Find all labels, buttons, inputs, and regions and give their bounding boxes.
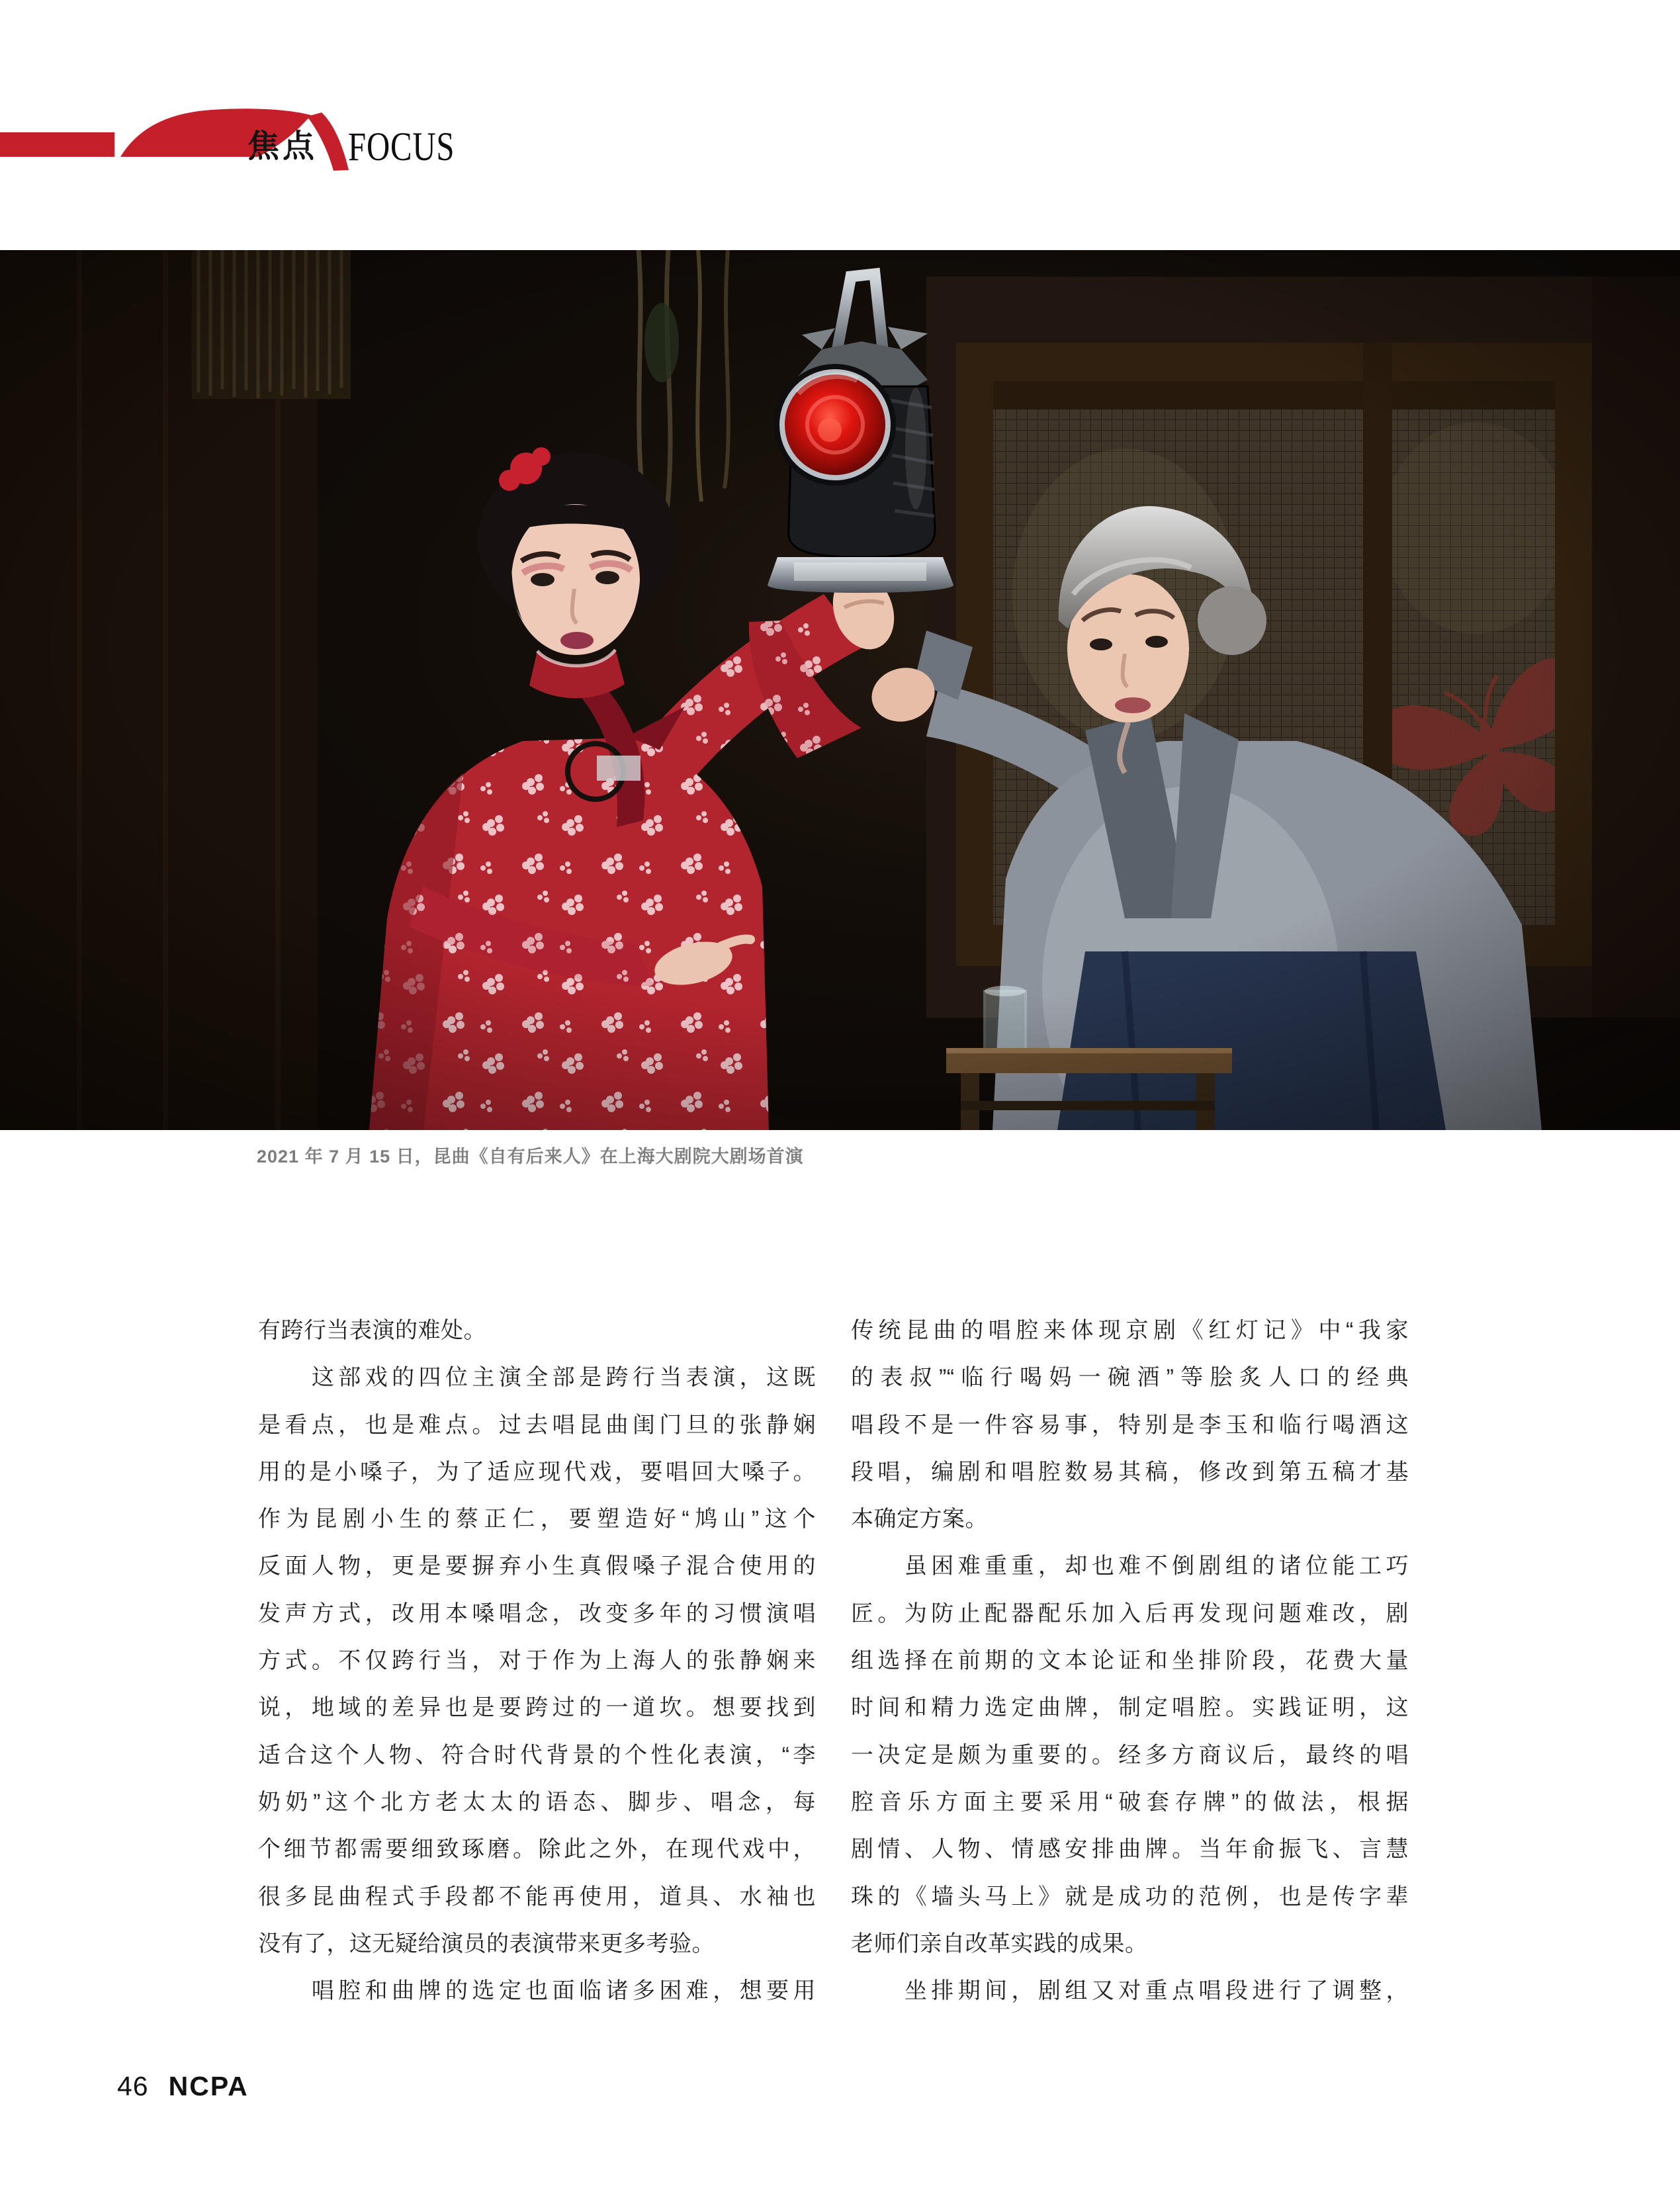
article-right-column (851, 1307, 1409, 2015)
text-line: 唱腔和曲牌的选定也面临诸多困难，想要用 (258, 1978, 816, 2004)
photo-caption: 2021 年 7 月 15 日，昆曲《自有后来人》在上海大剧院大剧场首演 (257, 1147, 804, 1166)
text-line: 奶奶”这个北方老太太的语态、脚步、唱念，每 (258, 1789, 816, 1815)
section-title-en: FOCUS (348, 125, 455, 169)
article-left-column (258, 1307, 816, 2015)
page-footer (117, 2071, 249, 2102)
stage-photo-illustration (0, 250, 1680, 1130)
text-line: 用的是小嗓子，为了适应现代戏，要唱回大嗓子。 (258, 1459, 816, 1485)
text-line: 发声方式，改用本嗓唱念，改变多年的习惯演唱 (258, 1600, 816, 1626)
page-number: 46 (117, 2071, 149, 2101)
text-line: 反面人物，更是要摒弃小生真假嗓子混合使用的 (258, 1553, 816, 1579)
text-line: 老师们亲自改革实践的成果。 (851, 1931, 1148, 1956)
text-line: 虽困难重重，却也难不倒剧组的诸位能工巧 (851, 1553, 1409, 1579)
text-line: 个细节都需要细致琢磨。除此之外，在现代戏中， (258, 1837, 816, 1862)
text-line: 一决定是颇为重要的。经多方商议后，最终的唱 (851, 1742, 1409, 1768)
text-line: 剧情、人物、情感安排曲牌。当年俞振飞、言慧 (851, 1837, 1409, 1862)
text-line: 没有了，这无疑给演员的表演带来更多考验。 (258, 1931, 715, 1956)
magazine-brand: NCPA (168, 2071, 249, 2101)
text-line: 的表叔”“临行喝妈一碗酒”等脍炙人口的经典 (851, 1365, 1409, 1391)
text-line: 坐排期间，剧组又对重点唱段进行了调整， (851, 1978, 1409, 2004)
text-line: 腔音乐方面主要采用“破套存牌”的做法，根据 (851, 1789, 1409, 1815)
text-line: 时间和精力选定曲牌，制定唱腔。实践证明，这 (851, 1695, 1409, 1721)
text-line: 珠的《墙头马上》就是成功的范例，也是传字辈 (851, 1884, 1409, 1909)
stage-photo (0, 250, 1680, 1130)
text-line: 匠。为防止配器配乐加入后再发现问题难改，剧 (851, 1600, 1409, 1626)
text-line: 作为昆剧小生的蔡正仁，要塑造好“鸠山”这个 (258, 1507, 816, 1532)
text-line: 唱段不是一件容易事，特别是李玉和临行喝酒这 (851, 1412, 1409, 1438)
text-line: 这部戏的四位主演全部是跨行当表演，这既 (258, 1365, 816, 1391)
text-line: 很多昆曲程式手段都不能再使用，道具、水袖也 (258, 1884, 816, 1909)
text-line: 方式。不仅跨行当，对于作为上海人的张静娴来 (258, 1648, 816, 1674)
text-line: 适合这个人物、符合时代背景的个性化表演，“李 (258, 1742, 816, 1768)
text-line: 有跨行当表演的难处。 (258, 1318, 486, 1343)
text-line: 传统昆曲的唱腔来体现京剧《红灯记》中“我家 (851, 1318, 1409, 1343)
text-line: 说，地域的差异也是要跨过的一道坎。想要找到 (258, 1695, 816, 1721)
section-title-cn: 焦点 (247, 129, 318, 164)
text-line: 段唱，编剧和唱腔数易其稿，修改到第五稿才基 (851, 1459, 1409, 1485)
text-line: 是看点，也是难点。过去唱昆曲闺门旦的张静娴 (258, 1412, 816, 1438)
text-line: 组选择在前期的文本论证和坐排阶段，花费大量 (851, 1648, 1409, 1674)
text-line: 本确定方案。 (851, 1507, 988, 1532)
